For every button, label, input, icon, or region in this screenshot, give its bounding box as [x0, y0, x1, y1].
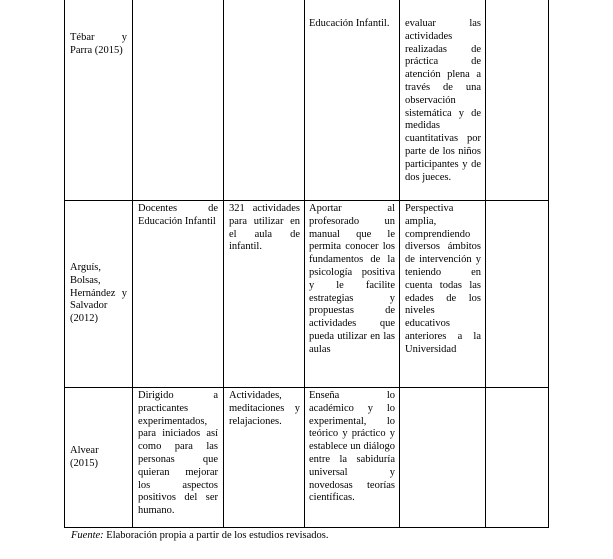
table-divider-col5 — [485, 0, 486, 528]
table-cell-evaluation: Perspectiva amplia, comprendiendo diversos ámbitos de intervención y teniendo en cuenta todas las edades de los niveles educativos anteriores a la Universidad — [405, 203, 481, 355]
table-cell-recipients: Dirigido a practicantes experimentados, para iniciados así como para las personas que quieran mejorar los aspectos positivos del ser humano. — [138, 390, 218, 517]
table-cell-objective: Enseña lo académico y lo experimental, lo teórico y práctico y establece un diálogo entre la sabiduría universal y novedosas teorías científicas. — [309, 390, 395, 504]
table-cell-author-text: Alvear (2015) — [70, 444, 99, 469]
table-cell-author — [70, 201, 127, 387]
table-source-caption — [71, 529, 328, 542]
table-row-divider-1 — [64, 200, 549, 201]
table-cell-author — [70, 388, 127, 527]
table-border-left — [64, 0, 65, 528]
table-cell-evaluation: evaluar las actividades realizadas de práctica de atención plena a través de una observación sistemática y de medidas cuantitativas por parte de los niños participantes y de dos jueces. — [405, 18, 481, 183]
table-cell-objective: Aportar al profesorado un manual que le permita conocer los fundamentos de la psicología positiva y le facilite estrategias y propuestas de actividades que pueda utilizar en las aulas — [309, 203, 395, 355]
table-border-bottom — [64, 527, 549, 528]
table-cell-author-text: Arguís, Bolsas, Hernández y Salvador (2012) — [70, 262, 127, 325]
table-cell-content: 321 actividades para utilizar en el aula de infantil. — [229, 203, 300, 253]
table-divider-col4 — [399, 0, 400, 528]
table-row-divider-2 — [64, 387, 549, 388]
table-cell-recipients: Docentes de Educación Infantil — [138, 203, 218, 227]
table-divider-col2 — [223, 0, 224, 528]
table-border-right — [548, 0, 549, 528]
caption-label: Fuente: — [71, 530, 104, 541]
table-cell-objective: Educación Infantil. — [309, 18, 390, 29]
caption-text: Elaboración propia a partir de los estudios revisados. — [103, 530, 329, 541]
table-divider-col1 — [132, 0, 133, 528]
table-cell-author: Tébar y Parra (2015) — [70, 32, 127, 56]
table-divider-col3 — [304, 0, 305, 528]
table-cell-content: Actividades, meditaciones y relajaciones. — [229, 390, 300, 427]
